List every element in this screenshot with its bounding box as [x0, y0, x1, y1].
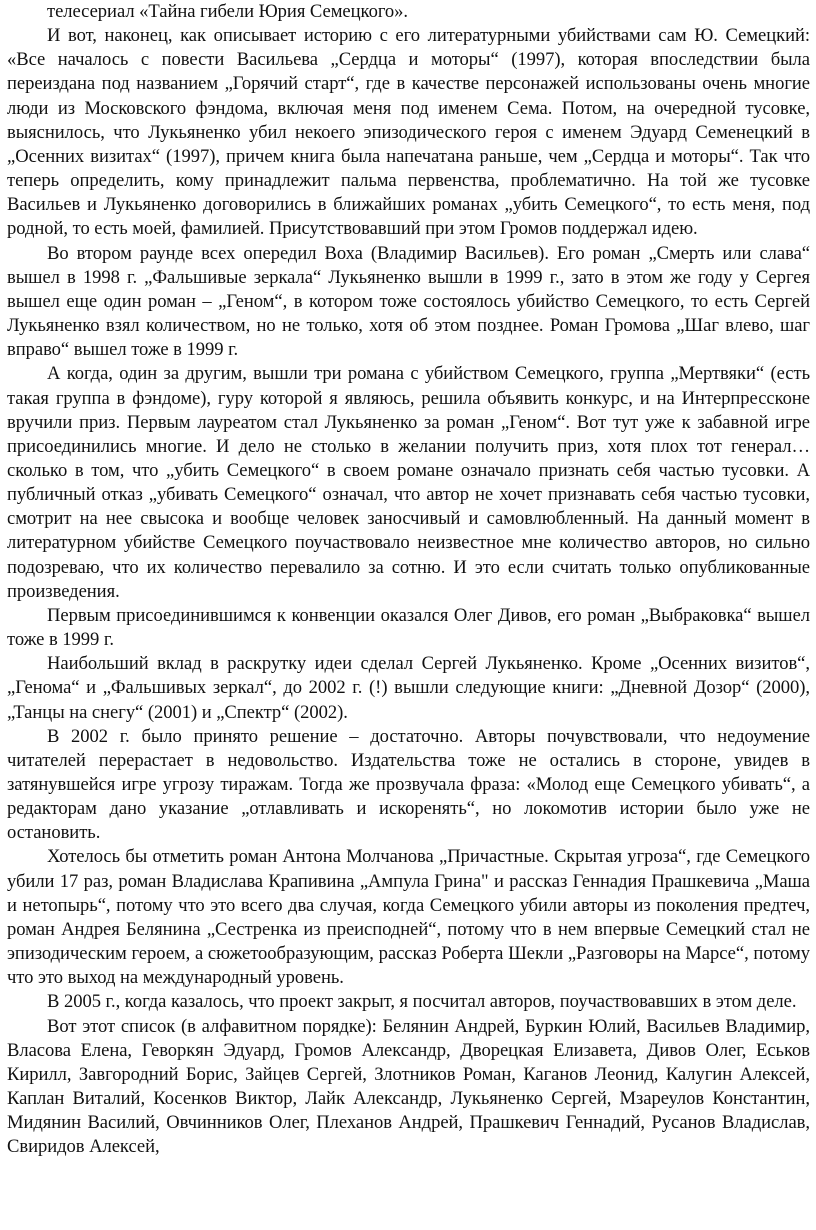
paragraph-4: А когда, один за другим, вышли три романа с убийством Семецкого, группа „Мертвяки“ (есть такая группа в фэндоме), гуру которой я являюсь, решила объявить конкурс, и на Интерпрессконе вручили приз. Первым лауреатом стал Лукьяненко за роман „Геном“. Вот тут уже к забавной игре присоединились многие. И дело не столько в желании получить приз, хотя плох тот генерал… сколько в том, что „убить Семецкого“ в своем романе означало признать себя частью тусовки. А публичный отказ „убивать Семецкого“ означал, что автор не хочет признавать себя частью тусовки, смотрит на нее свысока и вообще человек заносчивый и самовлюбленный. На данный момент в литературном убийстве Семецкого поучаствовало неизвестное мне количество авторов, но сильно подозреваю, что их количество перевалило за сотню. И это если считать только опубликованные произведения.: [7, 363, 810, 602]
paragraph-1: телесериал «Тайна гибели Юрия Семецкого».: [47, 1, 409, 22]
paragraph-5: Первым присоединившимся к конвенции оказался Олег Дивов, его роман „Выбраковка“ вышел тоже в 1999 г.: [7, 604, 810, 651]
paragraph-7: В 2002 г. было принято решение – достаточно. Авторы почувствовали, что недоумение читателей перерастает в недовольство. Издательства тоже не остались в стороне, увидев в затянувшейся игре угрозу тиражам. Тогда же прозвучала фраза: «Молод еще Семецкого убивать“, а редакторам дано указание „отлавливать и искоренять“, но локомотив истории было уже не остановить.: [7, 725, 810, 844]
paragraph-3: Во втором раунде всех опередил Воха (Владимир Васильев). Его роман „Смерть или слава“ вышел в 1998 г. „Фальшивые зеркала“ Лукьяненко вышли в 1999 г., зато в этом же году у Сергея вышел еще один роман – „Геном“, в котором тоже состоялось убийство Семецкого, то есть Сергей Лукьяненко взял количеством, но не только, хотя об этом позднее. Роман Громова „Шаг влево, шаг вправо“ вышел тоже в 1999 г.: [7, 242, 810, 361]
paragraph-6: Наибольший вклад в раскрутку идеи сделал Сергей Лукьяненко. Кроме „Осенних визитов“, „Генома“ и „Фальшивых зеркал“, до 2002 г. (!) вышли следующие книги: „Дневной Дозор“ (2000), „Танцы на снегу“ (2001) и „Спектр“ (2002).: [7, 653, 810, 723]
paragraph-8: Хотелось бы отметить роман Антона Молчанова „Причастные. Скрытая угроза“, где Семецкого убили 17 раз, роман Владислава Крапивина „Ампула Грина" и рассказ Геннадия Прашкевича „Маша и нетопырь“, потому что это всего два случая, когда Семецкого убили авторы из поколения предтеч, роман Андрея Белянина „Сестренка из преисподней“, потому что в нем впервые Семецкий стал не эпизодическим героем, а сюжетообразующим, рассказ Роберта Шекли „Разговоры на Марсе“, потому что это выход на международный уровень.: [7, 846, 810, 989]
paragraph-10: Вот этот список (в алфавитном порядке): Белянин Андрей, Буркин Юлий, Васильев Владимир, Власова Елена, Геворкян Эдуард, Громов Александр, Дворецкая Елизавета, Дивов Олег, Еськов Кирилл, Завгородний Борис, Зайцев Сергей, Злотников Роман, Каганов Леонид, Калугин Алексей, Каплан Виталий, Косенков Виктор, Лайк Александр, Лукьяненко Сергей, Мзареулов Константин, Мидянин Василий, Овчинников Олег, Плеханов Андрей, Прашкевич Геннадий, Русанов Владислав, Свиридов Алексей,: [7, 1015, 810, 1158]
paragraph-9: В 2005 г., когда казалось, что проект закрыт, я посчитал авторов, поучаствовавших в этом деле.: [47, 991, 797, 1013]
paragraph-2: И вот, наконец, как описывает историю с его литературными убийствами сам Ю. Семецкий: «Все началось с повести Васильева „Сердца и моторы“ (1997), которая впоследствии была переиздана под названием „Горячий старт“, где в качестве персонажей использованы очень многие люди из Московского фэндома, включая меня под именем Сема. Потом, на очередной тусовке, выяснилось, что Лукьяненко убил некоего эпизодического героя с именем Эдуард Семенецкий в „Осенних визитах“ (1997), причем книга была напечатана раньше, чем „Сердца и моторы“. Так что теперь определить, кому принадлежит пальма первенства, проблематично. На той же тусовке Васильев и Лукьяненко договорились в ближайших романах „убить Семецкого“, то есть меня, под родной, то есть моей, фамилией. Присутствовавший при этом Громов поддержал идею.: [7, 25, 810, 240]
